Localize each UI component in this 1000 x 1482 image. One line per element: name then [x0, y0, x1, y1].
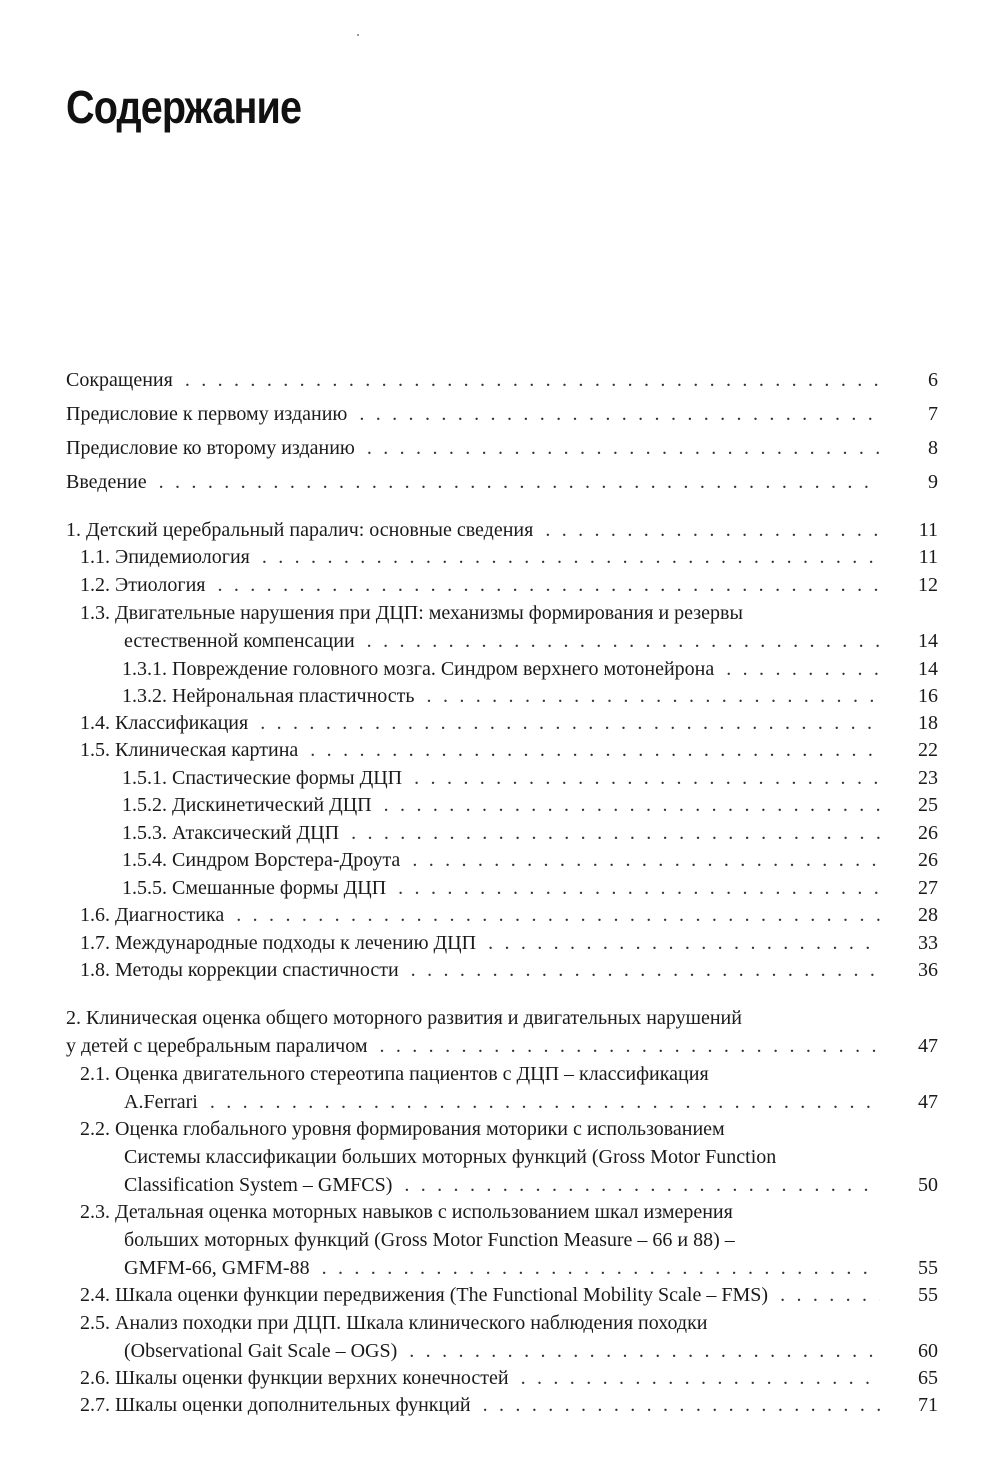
dot-leader	[359, 400, 880, 428]
table-of-contents	[66, 0, 938, 1482]
toc-entry[interactable]: 1.4. Классификация . . . 18	[66, 709, 938, 737]
dot-leader	[217, 571, 880, 599]
toc-entry[interactable]: 1.3.1. Повреждение головного мозга. Синдром верхнего мотонейрона . . . 14	[66, 655, 938, 683]
toc-entry[interactable]: 1.2. Этиология . . . 12	[66, 571, 938, 599]
page-number: 23	[918, 767, 938, 789]
page-number: 60	[918, 1340, 938, 1362]
dot-leader	[367, 434, 880, 462]
toc-entry[interactable]: 2.5. Анализ походки при ДЦП. Шкала клинического наблюдения походки (Observational Gait Scale – OGS) . . . 60	[66, 1309, 938, 1365]
page-number: 22	[918, 739, 938, 761]
toc-entry[interactable]: 2.6. Шкалы оценки функции верхних конечностей . . . 65	[66, 1364, 938, 1392]
dot-leader	[351, 819, 880, 847]
page-number: 27	[918, 877, 938, 899]
toc-entry[interactable]: 1.3. Двигательные нарушения при ДЦП: механизмы формирования и резервы естественной компенсации . . . 14	[66, 599, 938, 655]
toc-entry[interactable]: 1.1. Эпидемиология . . . 11	[66, 543, 938, 571]
dot-leader	[521, 1364, 880, 1392]
page-number: 14	[918, 630, 938, 652]
dot-leader	[726, 655, 880, 683]
page-number: 36	[918, 959, 938, 981]
dot-leader	[427, 682, 880, 710]
page-number: 47	[918, 1091, 938, 1113]
toc-entry[interactable]: 2.3. Детальная оценка моторных навыков с использованием шкал измерения больших моторных функций (Gross Motor Function Measure – 66 и 88) – GMFM-66, GMFM-88 . . . 55	[66, 1198, 938, 1282]
dot-leader	[322, 1254, 880, 1282]
toc-entry[interactable]: 1.5.1. Спастические формы ДЦП . . . 23	[66, 764, 938, 792]
page-number: 11	[918, 519, 938, 541]
page-number: 14	[918, 658, 938, 680]
toc-entry[interactable]: 1.5.5. Смешанные формы ДЦП . . . 27	[66, 874, 938, 902]
toc-chapter-entry[interactable]: 1. Детский церебральный паралич: основные сведения . . . 11	[66, 516, 938, 544]
page-number: 26	[918, 849, 938, 871]
page-number: 8	[928, 437, 938, 459]
toc-entry[interactable]: Сокращения . . . 6	[66, 366, 938, 394]
toc-entry[interactable]: 2.1. Оценка двигательного стереотипа пациентов с ДЦП – классификация A.Ferrari . . . 47	[66, 1060, 938, 1116]
toc-entry[interactable]: 1.6. Диагностика . . . 28	[66, 901, 938, 929]
toc-entry[interactable]: 2.4. Шкала оценки функции передвижения (The Functional Mobility Scale – FMS) . . . 55	[66, 1281, 938, 1309]
page-number: 7	[928, 403, 938, 425]
page-number: 65	[918, 1367, 938, 1389]
toc-entry[interactable]: Введение . . . 9	[66, 468, 938, 496]
dot-leader	[483, 1391, 880, 1419]
dot-leader	[409, 1337, 880, 1365]
page-number: 55	[918, 1257, 938, 1279]
dot-leader	[414, 764, 880, 792]
toc-entry[interactable]: 2.7. Шкалы оценки дополнительных функций . . . 71	[66, 1391, 938, 1419]
toc-entry[interactable]: 1.5. Клиническая картина . . . 22	[66, 736, 938, 764]
dot-leader	[398, 874, 880, 902]
toc-chapter-entry[interactable]: 2. Клиническая оценка общего моторного развития и двигательных нарушений у детей с церебральным параличом . . . 47	[66, 1004, 938, 1060]
dot-leader	[210, 1088, 880, 1116]
toc-entry[interactable]: 1.8. Методы коррекции спастичности . . . 36	[66, 956, 938, 984]
page-number: 9	[928, 471, 938, 493]
page-number: 12	[918, 574, 938, 596]
dot-leader	[236, 901, 880, 929]
dot-leader	[260, 709, 880, 737]
dot-leader	[159, 468, 880, 496]
dot-leader	[411, 956, 880, 984]
dot-leader	[412, 846, 880, 874]
toc-entry[interactable]: 1.5.4. Синдром Ворстера-Дроута . . . 26	[66, 846, 938, 874]
toc-entry[interactable]: Предисловие ко второму изданию . . . 8	[66, 434, 938, 462]
dot-leader	[310, 736, 880, 764]
dot-leader	[262, 543, 880, 571]
page-number: 47	[918, 1035, 938, 1057]
dot-leader	[404, 1171, 880, 1199]
page-number: 33	[918, 932, 938, 954]
dot-leader	[780, 1281, 880, 1309]
toc-entry[interactable]: 1.5.2. Дискинетический ДЦП . . . 25	[66, 791, 938, 819]
toc-entry[interactable]: Предисловие к первому изданию . . . 7	[66, 400, 938, 428]
toc-entry[interactable]: 1.7. Международные подходы к лечению ДЦП . . . 33	[66, 929, 938, 957]
page-number: 71	[918, 1394, 938, 1416]
dot-leader	[367, 627, 880, 655]
page-number: 16	[918, 685, 938, 707]
dot-leader	[545, 516, 880, 544]
dot-leader	[379, 1032, 880, 1060]
page-number: 28	[918, 904, 938, 926]
page-number: 26	[918, 822, 938, 844]
page-number: 50	[918, 1174, 938, 1196]
page-number: 11	[918, 546, 938, 568]
toc-entry[interactable]: 1.5.3. Атаксический ДЦП . . . 26	[66, 819, 938, 847]
dot-leader	[185, 366, 880, 394]
toc-entry[interactable]: 2.2. Оценка глобального уровня формирования моторики с использованием Системы классификации больших моторных функций (Gross Motor Function Classification System – GMFCS) . . . 50	[66, 1115, 938, 1199]
page-number: 25	[918, 794, 938, 816]
toc-entry[interactable]: 1.3.2. Нейрональная пластичность . . . 16	[66, 682, 938, 710]
page-number: 18	[918, 712, 938, 734]
dot-leader	[488, 929, 880, 957]
dot-leader	[384, 791, 880, 819]
page-title: Содержание	[66, 81, 302, 133]
page-number: 55	[918, 1284, 938, 1306]
page-number: 6	[928, 369, 938, 391]
